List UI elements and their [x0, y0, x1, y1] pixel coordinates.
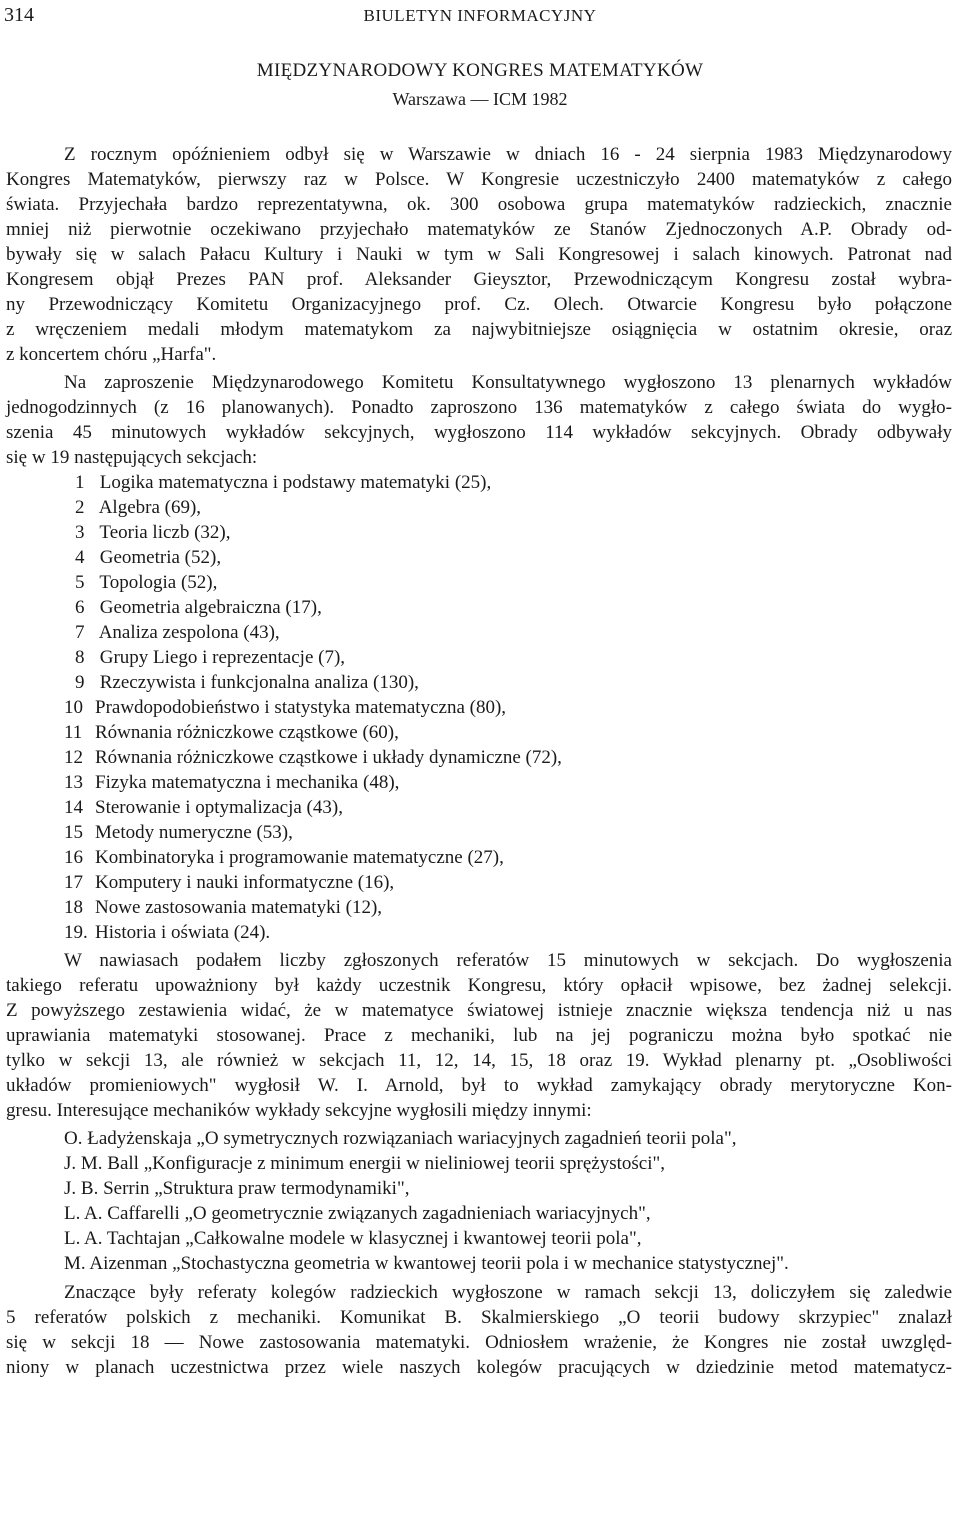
list-item: L. A. Caffarelli „O geometrycznie związanych zagadnieniach wariacyjnych",	[64, 1203, 651, 1224]
running-head	[0, 4, 960, 30]
paragraph-line: uprawiania matematyki stosowanej. Prace z mechaniki, lub na jej pograniczu można było spotkać nie	[6, 1025, 952, 1046]
list-item: 6 Geometria algebraiczna (17),	[75, 597, 322, 618]
list-item: O. Ładyżenskaja „O symetrycznych rozwiązaniach wariacyjnych zagadnień teorii pola",	[64, 1128, 737, 1149]
list-item: 17 Komputery i nauki informatyczne (16),	[64, 872, 395, 893]
paragraph-line: Kongresem objął Prezes PAN prof. Aleksander Gieysztor, Przewodniczącym Kongresu został wybra-	[6, 269, 952, 290]
paragraph-line: gresu. Interesujące mechaników wykłady sekcyjne wygłosili między innymi:	[6, 1100, 592, 1121]
journal-name: BIULETYN INFORMACYJNY	[363, 6, 597, 25]
list-item: 12 Równania różniczkowe cząstkowe i układy dynamiczne (72),	[64, 747, 562, 768]
article-subtitle: Warszawa — ICM 1982	[392, 89, 568, 109]
article-title: MIĘDZYNARODOWY KONGRES MATEMATYKÓW	[256, 60, 704, 81]
paragraph-line: świata. Przyjechała bardzo reprezentatywna, ok. 300 osobowa grupa matematyków radzieckich, znacznie	[6, 194, 952, 215]
list-item: 4 Geometria (52),	[75, 547, 222, 568]
list-item: M. Aizenman „Stochastyczna geometria w kwantowej teorii pola i w mechanice statystycznej".	[64, 1253, 789, 1274]
paragraph-line: z wręczeniem medali młodym matematykom za najwybitniejsze osiągnięcia w ostatnim okresie, oraz	[6, 319, 952, 340]
paragraph-line: jednogodzinnych (z 16 planowanych). Ponadto zaproszono 136 matematyków z całego świata do wygło-	[6, 397, 952, 418]
paragraph-line: 5 referatów polskich z mechaniki. Komunikat B. Skalmierskiego „O teorii budowy skrzypiec" znalazł	[6, 1307, 952, 1328]
paragraph-line: się w sekcji 18 — Nowe zastosowania matematyki. Odniosłem wrażenie, że Kongres nie został uwzględ-	[6, 1332, 952, 1353]
list-item: 8 Grupy Liego i reprezentacje (7),	[75, 647, 346, 668]
list-item: 11 Równania różniczkowe cząstkowe (60),	[64, 722, 399, 743]
list-item: 9 Rzeczywista i funkcjonalna analiza (130),	[75, 672, 419, 693]
page-number: 314	[4, 4, 34, 26]
list-item: 7 Analiza zespolona (43),	[75, 622, 280, 643]
list-item: 1 Logika matematyczna i podstawy matematyki (25),	[75, 472, 492, 493]
list-item: 2 Algebra (69),	[75, 497, 202, 518]
paragraph-line: takiego referatu upoważniony był każdy uczestnik Kongresu, który opłacił wpisowe, bez żadnej selekcji.	[6, 975, 952, 996]
paragraph-line: z koncertem chóru „Harfa".	[6, 344, 217, 365]
list-item: 5 Topologia (52),	[75, 572, 218, 593]
list-item: 19. Historia i oświata (24).	[64, 922, 271, 943]
list-item: 13 Fizyka matematyczna i mechanika (48),	[64, 772, 400, 793]
paragraph-line: Z powyższego zestawienia widać, że w matematyce światowej istnieje znacznie większa tendencja niż u nas	[6, 1000, 952, 1021]
paragraph-line: szenia 45 minutowych wykładów sekcyjnych, wygłoszono 114 wykładów sekcyjnych. Obrady odbywały	[6, 422, 952, 443]
paragraph-line: Na zaproszenie Międzynarodowego Komitetu Konsultatywnego wygłoszono 13 plenarnych wykładów	[64, 372, 952, 393]
paragraph-line: bywały się w salach Pałacu Kultury i Nauki w tym w Sali Kongresowej i salach kinowych. Patronat nad	[6, 244, 952, 265]
paragraph-line: mniej niż pierwotnie oczekiwano przyjechało matematyków ze Stanów Zjednoczonych A.P. Obrady od-	[6, 219, 952, 240]
paragraph-line: się w 19 następujących sekcjach:	[6, 447, 258, 468]
paragraph-line: ny Przewodniczący Komitetu Organizacyjnego prof. Cz. Olech. Otwarcie Kongresu było połączone	[6, 294, 952, 315]
list-item: 14 Sterowanie i optymalizacja (43),	[64, 797, 343, 818]
paragraph-line: Kongres Matematyków, pierwszy raz w Polsce. W Kongresie uczestniczyło 2400 matematyków z całego	[6, 169, 952, 190]
list-item: 10 Prawdopodobieństwo i statystyka matematyczna (80),	[64, 697, 507, 718]
paragraph-line: niony w planach uczestnictwa przez wiele naszych kolegów pracujących w dziedzinie metod matematycz-	[6, 1357, 952, 1378]
paragraph-line: tylko w sekcji 13, ale również w sekcjach 11, 12, 14, 15, 18 oraz 19. Wykład plenarny pt. „Osobliwości	[6, 1050, 952, 1071]
list-item: J. B. Serrin „Struktura praw termodynamiki",	[64, 1178, 410, 1199]
list-item: 18 Nowe zastosowania matematyki (12),	[64, 897, 383, 918]
list-item: 16 Kombinatoryka i programowanie matematyczne (27),	[64, 847, 504, 868]
paragraph-line: W nawiasach podałem liczby zgłoszonych referatów 15 minutowych w sekcjach. Do wygłoszenia	[64, 950, 952, 971]
paragraph-line: układów promieniowych" wygłosił W. I. Arnold, był to wykład zamykający obrady merytoryczne Kon-	[6, 1075, 952, 1096]
paragraph-line: Znaczące były referaty kolegów radzieckich wygłoszone w ramach sekcji 13, doliczyłem się zaledwie	[64, 1282, 952, 1303]
paragraph-line: Z rocznym opóźnieniem odbył się w Warszawie w dniach 16 - 24 sierpnia 1983 Międzynarodowy	[64, 144, 952, 165]
list-item: J. M. Ball „Konfiguracje z minimum energii w nieliniowej teorii sprężystości",	[64, 1153, 666, 1174]
list-item: L. A. Tachtajan „Całkowalne modele w klasycznej i kwantowej teorii pola",	[64, 1228, 642, 1249]
list-item: 15 Metody numeryczne (53),	[64, 822, 293, 843]
list-item: 3 Teoria liczb (32),	[75, 522, 231, 543]
